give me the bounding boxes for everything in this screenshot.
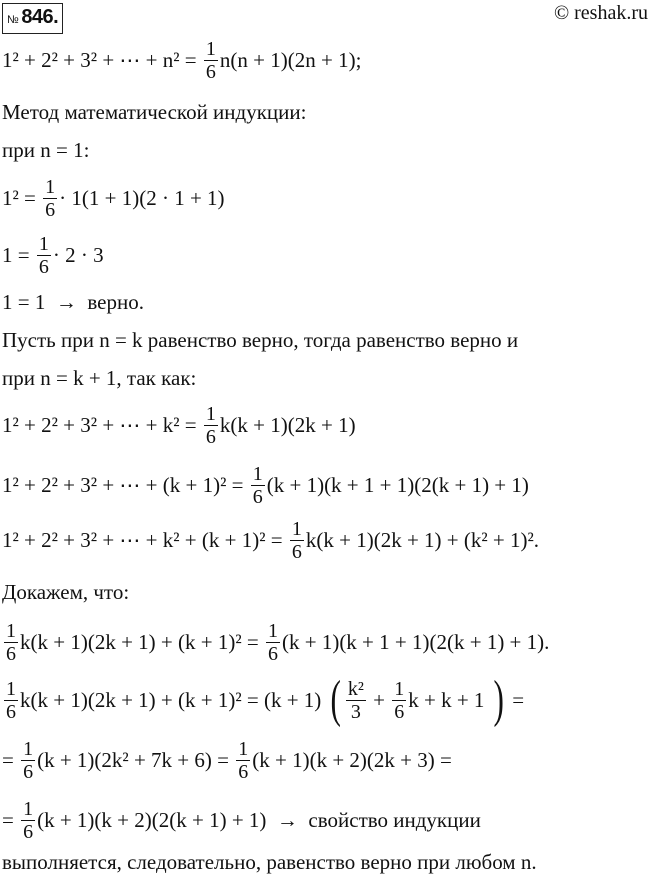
fraction (392, 678, 406, 723)
fraction (204, 403, 218, 448)
denominator: 6 (6, 700, 16, 723)
math-line (2, 94, 306, 130)
text-segment: = (2, 747, 20, 772)
numerator: 1 (23, 797, 34, 820)
big-parenthesis: ) (493, 671, 504, 728)
denominator: 6 (23, 820, 34, 843)
text-segment: 1² + 2² + 3² + ⋯ + k² + (k + 1)² = (2, 527, 288, 552)
denominator: 3 (350, 700, 361, 723)
numerator: k² (347, 677, 364, 700)
numerator: 1 (291, 517, 302, 540)
math-line (2, 619, 550, 665)
problem-number: 846. (21, 6, 59, 28)
text-segment: (k + 1)(2k² + 7k + 6) = (37, 747, 235, 772)
fraction (290, 518, 304, 563)
math-line (2, 844, 537, 880)
numerator: 1 (238, 737, 249, 760)
denominator: 6 (267, 642, 278, 665)
text-segment: (k + 1)(k + 2)(2k + 3) = (252, 747, 452, 772)
math-line (2, 37, 362, 83)
fraction (21, 798, 35, 843)
text-segment: k(k + 1)(2k + 1) + (k² + 1)². (305, 527, 540, 552)
math-line (2, 232, 104, 278)
denominator: 6 (394, 700, 405, 723)
text-segment: 1² = (2, 185, 42, 210)
text-segment: (k + 1)(k + 1 + 1)(2(k + 1) + 1) (266, 472, 529, 497)
numerator: 1 (252, 462, 263, 485)
text-segment: = (2, 807, 20, 832)
numerator: 1 (45, 175, 56, 198)
math-line (2, 132, 89, 168)
numerator: 1 (205, 37, 216, 60)
math-line (2, 284, 144, 320)
text-segment: при n = 1: (2, 137, 90, 162)
text-segment: 1 = (2, 242, 35, 267)
text-segment: Пусть при n = k равенство верно, тогда равенство верно и (2, 327, 519, 352)
math-line (2, 517, 540, 563)
fraction (266, 620, 280, 665)
fraction (204, 38, 218, 83)
fraction (4, 620, 18, 665)
text-segment: 1² + 2² + 3² + ⋯ + n² = (2, 47, 202, 72)
text-segment: 1² + 2² + 3² + ⋯ + k² = (2, 412, 202, 437)
numerator: 1 (205, 402, 216, 425)
math-line (2, 462, 529, 508)
fraction (21, 738, 35, 783)
fraction (37, 233, 51, 278)
text-segment: (k + 1)(k + 1 + 1)(2(k + 1) + 1). (281, 629, 550, 654)
denominator: 6 (291, 540, 302, 563)
text-segment: k(k + 1)(2k + 1) + (k + 1)² = (20, 629, 264, 654)
text-segment: = (507, 687, 525, 712)
text-segment: + (367, 687, 391, 712)
denominator: 6 (45, 198, 56, 221)
denominator: 6 (238, 760, 249, 783)
big-parenthesis: ( (330, 671, 341, 728)
fraction (346, 678, 366, 723)
number-sign: № (7, 14, 19, 26)
fraction (4, 678, 18, 723)
denominator: 6 (6, 642, 16, 665)
math-line (2, 360, 196, 396)
text-segment: · 1(1 + 1)(2 · 1 + 1) (59, 185, 225, 210)
text-segment: k(k + 1)(2k + 1) + (k + 1)² = (k + 1) (20, 687, 327, 712)
denominator: 6 (205, 60, 216, 83)
numerator: 1 (6, 619, 16, 642)
problem-number-badge (2, 3, 63, 34)
fraction (251, 463, 265, 508)
text-segment: k(k + 1)(2k + 1) (219, 412, 356, 437)
numerator: 1 (267, 619, 278, 642)
numerator: 1 (6, 677, 16, 700)
fraction (43, 176, 57, 221)
numerator: 1 (38, 232, 49, 255)
math-line (2, 671, 525, 728)
numerator: 1 (23, 737, 34, 760)
text-segment: Метод математической индукции: (2, 99, 307, 124)
text-segment: Докажем, что: (2, 579, 130, 604)
fraction (236, 738, 250, 783)
math-line (2, 322, 518, 358)
math-line (2, 175, 225, 221)
watermark: © reshak.ru (553, 2, 648, 24)
text-segment: n(n + 1)(2n + 1); (219, 47, 362, 72)
denominator: 6 (23, 760, 34, 783)
denominator: 6 (38, 255, 49, 278)
numerator: 1 (394, 677, 405, 700)
denominator: 6 (252, 485, 263, 508)
denominator: 6 (205, 425, 216, 448)
math-line (2, 737, 452, 783)
text-segment: 1 = 1 → верно. (2, 289, 144, 314)
text-segment: 1² + 2² + 3² + ⋯ + (k + 1)² = (2, 472, 249, 497)
text-segment: · 2 · 3 (52, 242, 104, 267)
text-segment: k + k + 1 (408, 687, 490, 712)
math-line (2, 797, 481, 843)
text-segment: (k + 1)(k + 2)(2(k + 1) + 1) → свойство индукции (37, 807, 481, 832)
text-segment: при n = k + 1, так как: (2, 365, 197, 390)
math-line (2, 574, 129, 610)
text-segment: выполняется, следовательно, равенство верно при любом n. (2, 849, 537, 874)
math-line (2, 402, 356, 448)
